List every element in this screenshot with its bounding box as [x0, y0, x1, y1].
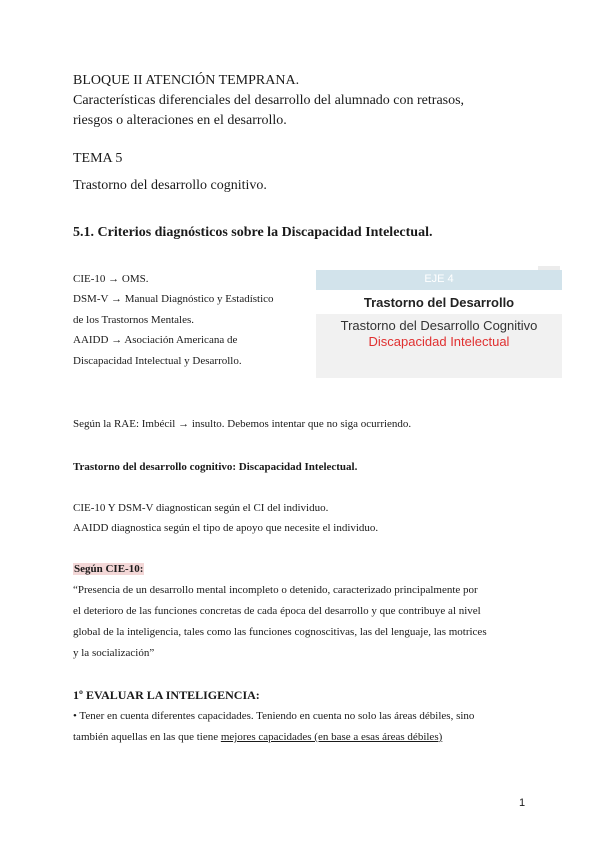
- block-subtitle-line2: riesgos o alteraciones en el desarrollo.: [73, 113, 287, 128]
- evaluate-heading: 1º EVALUAR LA INTELIGENCIA:: [73, 688, 260, 702]
- topic-title: Trastorno del desarrollo cognitivo.: [73, 178, 267, 193]
- evaluate-line: • Tener en cuenta diferentes capacidades. Teniendo en cuenta no solo las áreas débiles, sino: [73, 710, 475, 722]
- criteria-line: Discapacidad Intelectual y Desarrollo.: [73, 355, 242, 367]
- subheading: Trastorno del desarrollo cognitivo: Discapacidad Intelectual.: [73, 461, 358, 473]
- page-number: 1: [519, 797, 526, 809]
- eje-title: Trastorno del Desarrollo: [363, 295, 515, 310]
- cie10-quote-line: “Presencia de un desarrollo mental incompleto o detenido, caracterizado principalmente por: [73, 584, 478, 596]
- evaluate-line2-underlined: mejores capacidades (en base a esas áreas débiles): [220, 731, 443, 743]
- topic-number: TEMA 5: [73, 151, 123, 166]
- criteria-line: CIE-10 → OMS.: [73, 273, 149, 285]
- rae-note: Según la RAE: Imbécil → insulto. Debemos intentar que no siga ocurriendo.: [73, 418, 412, 430]
- eje-figure: [316, 270, 562, 378]
- evaluate-line: [73, 731, 442, 743]
- eje-label: EJE 4: [424, 273, 454, 285]
- block-subtitle-line1: Características diferenciales del desarrollo del alumnado con retrasos,: [73, 93, 465, 108]
- cie10-quote-line: el deterioro de las funciones concretas de cada época del desarrollo y que contribuye al nivel: [73, 605, 481, 617]
- cie10-quote-line: global de la inteligencia, tales como las funciones cognoscitivas, las del lenguaje, las motrices: [73, 626, 487, 638]
- eje-line-intellectual: Discapacidad Intelectual: [368, 334, 510, 349]
- eje-line-cognitive: Trastorno del Desarrollo Cognitivo: [340, 318, 538, 333]
- diagnosis-line: AAIDD diagnostica según el tipo de apoyo que necesite el individuo.: [73, 522, 379, 534]
- cie10-label: [73, 563, 144, 575]
- cie10-highlight: Según CIE-10:: [74, 563, 144, 575]
- evaluate-line2-plain: también aquellas en las que tiene: [73, 731, 221, 743]
- criteria-line: DSM-V → Manual Diagnóstico y Estadístico: [73, 293, 274, 305]
- cie10-quote-line: y la socialización”: [73, 647, 155, 659]
- block-title: BLOQUE II ATENCIÓN TEMPRANA.: [73, 73, 300, 88]
- diagnosis-line: CIE-10 Y DSM-V diagnostican según el CI del individuo.: [73, 502, 329, 514]
- criteria-line: de los Trastornos Mentales.: [73, 314, 194, 326]
- section-title: 5.1. Criterios diagnósticos sobre la Discapacidad Intelectual.: [73, 225, 433, 240]
- criteria-line: AAIDD → Asociación Americana de: [73, 334, 238, 346]
